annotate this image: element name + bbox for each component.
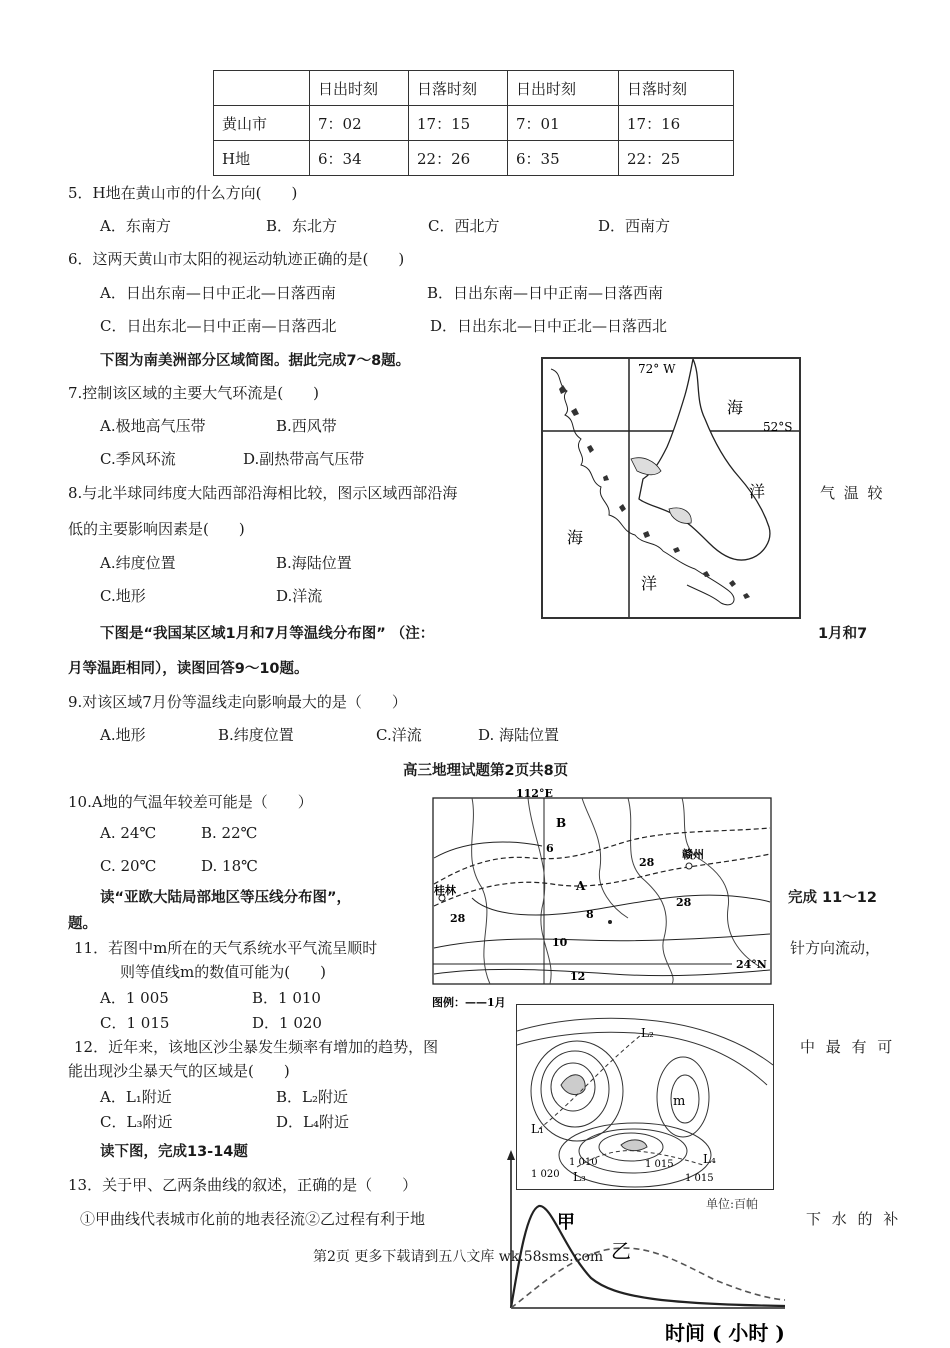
option-a: A．1 005 [100, 989, 169, 1007]
option-a: A. 24℃ [100, 824, 157, 842]
curve-label-jia: 甲 [557, 1212, 575, 1233]
table-cell: 7：01 [508, 106, 619, 141]
option-c: C．日出东北—日中正南—日落西北 [100, 317, 337, 335]
option-c: C. 20℃ [100, 857, 157, 875]
option-c: C．L₃附近 [100, 1113, 173, 1131]
option-d: D.洋流 [276, 587, 323, 605]
table-cell: 22：25 [619, 141, 734, 176]
isotherm-label: 28 [676, 896, 692, 909]
table-cell: 日出时刻 [508, 71, 619, 106]
question-12-stem-right: 中 最 有 可 [800, 1038, 896, 1056]
isotherm-label: 28 [450, 912, 466, 925]
option-d: D．1 020 [252, 1014, 322, 1032]
option-b: B.西风带 [276, 417, 337, 435]
intro-11-12-right: 完成 11～12 [788, 890, 877, 906]
label-m: m [673, 1094, 686, 1109]
isotherm-label: 6 [546, 842, 554, 855]
isotherm-label: 28 [639, 856, 655, 869]
page-header: 高三地理试题第2页共8页 [403, 763, 569, 779]
label-l3: L₃ [573, 1170, 586, 1184]
question-10-stem: 10.A地的气温年较差可能是（ ） [68, 793, 313, 811]
question-13-options: ①甲曲线代表城市化前的地表径流②乙过程有利于地 [80, 1210, 426, 1228]
option-d: D．西南方 [598, 217, 671, 235]
intro-9-10: 下图是“我国某区域1月和7月等温线分布图” （注： [100, 626, 435, 642]
question-8-stem: 8.与北半球同纬度大陆西部沿海相比较，图示区域西部沿海 [68, 484, 458, 502]
isobar-label: 1 020 [531, 1169, 560, 1180]
intro-11-12: 读“亚欧大陆局部地区等压线分布图”， [100, 890, 352, 906]
isobar-unit: 单位:百帕 [706, 1197, 759, 1211]
south-america-map [541, 357, 801, 619]
ocean-label: 洋 [749, 482, 766, 501]
isobar-label: 1 010 [569, 1157, 598, 1168]
page-footer: 第2页 更多下载请到五八文库 wk.58sms.com [313, 1249, 604, 1265]
sunrise-sunset-table [213, 70, 734, 176]
table-cell: 黄山市 [214, 106, 310, 141]
option-c: C.洋流 [376, 726, 422, 744]
intro-13-14: 读下图，完成13-14题 [100, 1144, 248, 1160]
intro-9-10-right: 1月和7 [818, 626, 868, 642]
intro-11-12-line2: 题。 [68, 916, 97, 932]
point-b: B [556, 816, 567, 830]
city-guilin: 桂林 [434, 884, 456, 897]
option-b: B.纬度位置 [218, 726, 294, 744]
question-9-stem: 9.对该区域7月份等温线走向影响最大的是（ ） [68, 693, 407, 711]
option-c: C.季风环流 [100, 450, 176, 468]
option-b: B.海陆位置 [276, 554, 352, 572]
x-axis-label: 时间 ( 小时 ) [665, 1321, 785, 1344]
question-12-stem: 12．近年来，该地区沙尘暴发生频率有增加的趋势，图 [74, 1038, 439, 1056]
option-b: B．东北方 [266, 217, 338, 235]
south-america-map-drawing [543, 359, 799, 617]
question-5-stem: 5．H地在黄山市的什么方向( ) [68, 184, 298, 202]
option-a: A.地形 [100, 726, 146, 744]
table-cell: H地 [214, 141, 310, 176]
option-b: B．日出东南—日中正南—日落西南 [427, 284, 664, 302]
label-l2: L₂ [641, 1026, 654, 1040]
map-legend: 图例：——1月 [432, 996, 506, 1009]
table-cell: 日落时刻 [409, 71, 508, 106]
isotherm-label: 8 [586, 908, 594, 921]
table-cell: 7：02 [310, 106, 409, 141]
option-d: D.副热带高气压带 [243, 450, 365, 468]
table-cell: 22：26 [409, 141, 508, 176]
intro-7-8: 下图为南美洲部分区域简图。据此完成7～8题。 [100, 353, 411, 369]
option-b: B．L₂附近 [276, 1088, 348, 1106]
city-ganzhou: 赣州 [682, 848, 704, 861]
question-11-stem-right: 针方向流动， [790, 939, 881, 957]
option-d: D．日出东北—日中正北—日落西北 [430, 317, 668, 335]
ocean-label: 洋 [641, 574, 658, 593]
isotherm-label: 12 [570, 970, 586, 983]
question-12-stem-2: 能出现沙尘暴天气的区域是( ) [68, 1062, 290, 1080]
table-cell: 6：35 [508, 141, 619, 176]
question-8-stem-right: 气 温 较 [820, 484, 885, 502]
option-a: A.极地高气压带 [100, 417, 206, 435]
table-cell: 17：15 [409, 106, 508, 141]
question-13-stem: 13．关于甲、乙两条曲线的叙述，正确的是（ ） [68, 1176, 418, 1194]
option-d: D. 18℃ [201, 857, 258, 875]
isobar-label: 1 015 [685, 1173, 714, 1184]
isotherm-map [432, 788, 772, 1010]
table-cell: 6：34 [310, 141, 409, 176]
option-b: B．1 010 [252, 989, 321, 1007]
intro-9-10-line2: 月等温距相同），读图回答9～10题。 [68, 661, 309, 677]
question-7-stem: 7.控制该区域的主要大气环流是( ) [68, 384, 320, 402]
label-l4: L₄ [703, 1152, 716, 1166]
option-c: C．西北方 [428, 217, 500, 235]
option-a: A．东南方 [100, 217, 171, 235]
option-c: C.地形 [100, 587, 146, 605]
curve-label-yi: 乙 [611, 1239, 631, 1263]
isobar-label: 1 015 [645, 1159, 674, 1170]
option-a: A.纬度位置 [100, 554, 176, 572]
point-a: A [576, 879, 586, 893]
option-a: A．日出东南—日中正北—日落西南 [100, 284, 336, 302]
isotherm-label: 10 [552, 936, 568, 949]
latitude-label: 52°S [763, 420, 793, 434]
option-c: C．1 015 [100, 1014, 170, 1032]
table-cell: 日落时刻 [619, 71, 734, 106]
question-11-stem-2: 则等值线m的数值可能为( ) [120, 963, 326, 981]
table-row [214, 71, 734, 106]
table-row [214, 106, 734, 141]
table-cell: 17：16 [619, 106, 734, 141]
longitude-label: 72° W [638, 362, 676, 376]
latitude-label: 24°N [736, 958, 767, 971]
sea-label: 海 [567, 528, 584, 547]
question-6-stem: 6．这两天黄山市太阳的视运动轨迹正确的是( ) [68, 250, 405, 268]
longitude-label: 112°E [516, 788, 553, 800]
question-8-stem-2: 低的主要影响因素是( ) [68, 520, 245, 538]
option-b: B. 22℃ [201, 824, 258, 842]
option-d: D．L₄附近 [276, 1113, 350, 1131]
question-13-options-right: 下 水 的 补 [806, 1210, 902, 1228]
table-cell: 日出时刻 [310, 71, 409, 106]
label-l1: L₁ [531, 1122, 544, 1136]
question-11-stem: 11．若图中m所在的天气系统水平气流呈顺时 [74, 939, 378, 957]
table-cell [214, 71, 310, 106]
option-d: D. 海陆位置 [478, 726, 560, 744]
isotherm-map-drawing [432, 788, 772, 1010]
table-row [214, 141, 734, 176]
option-a: A．L₁附近 [100, 1088, 172, 1106]
sea-label: 海 [727, 398, 744, 417]
